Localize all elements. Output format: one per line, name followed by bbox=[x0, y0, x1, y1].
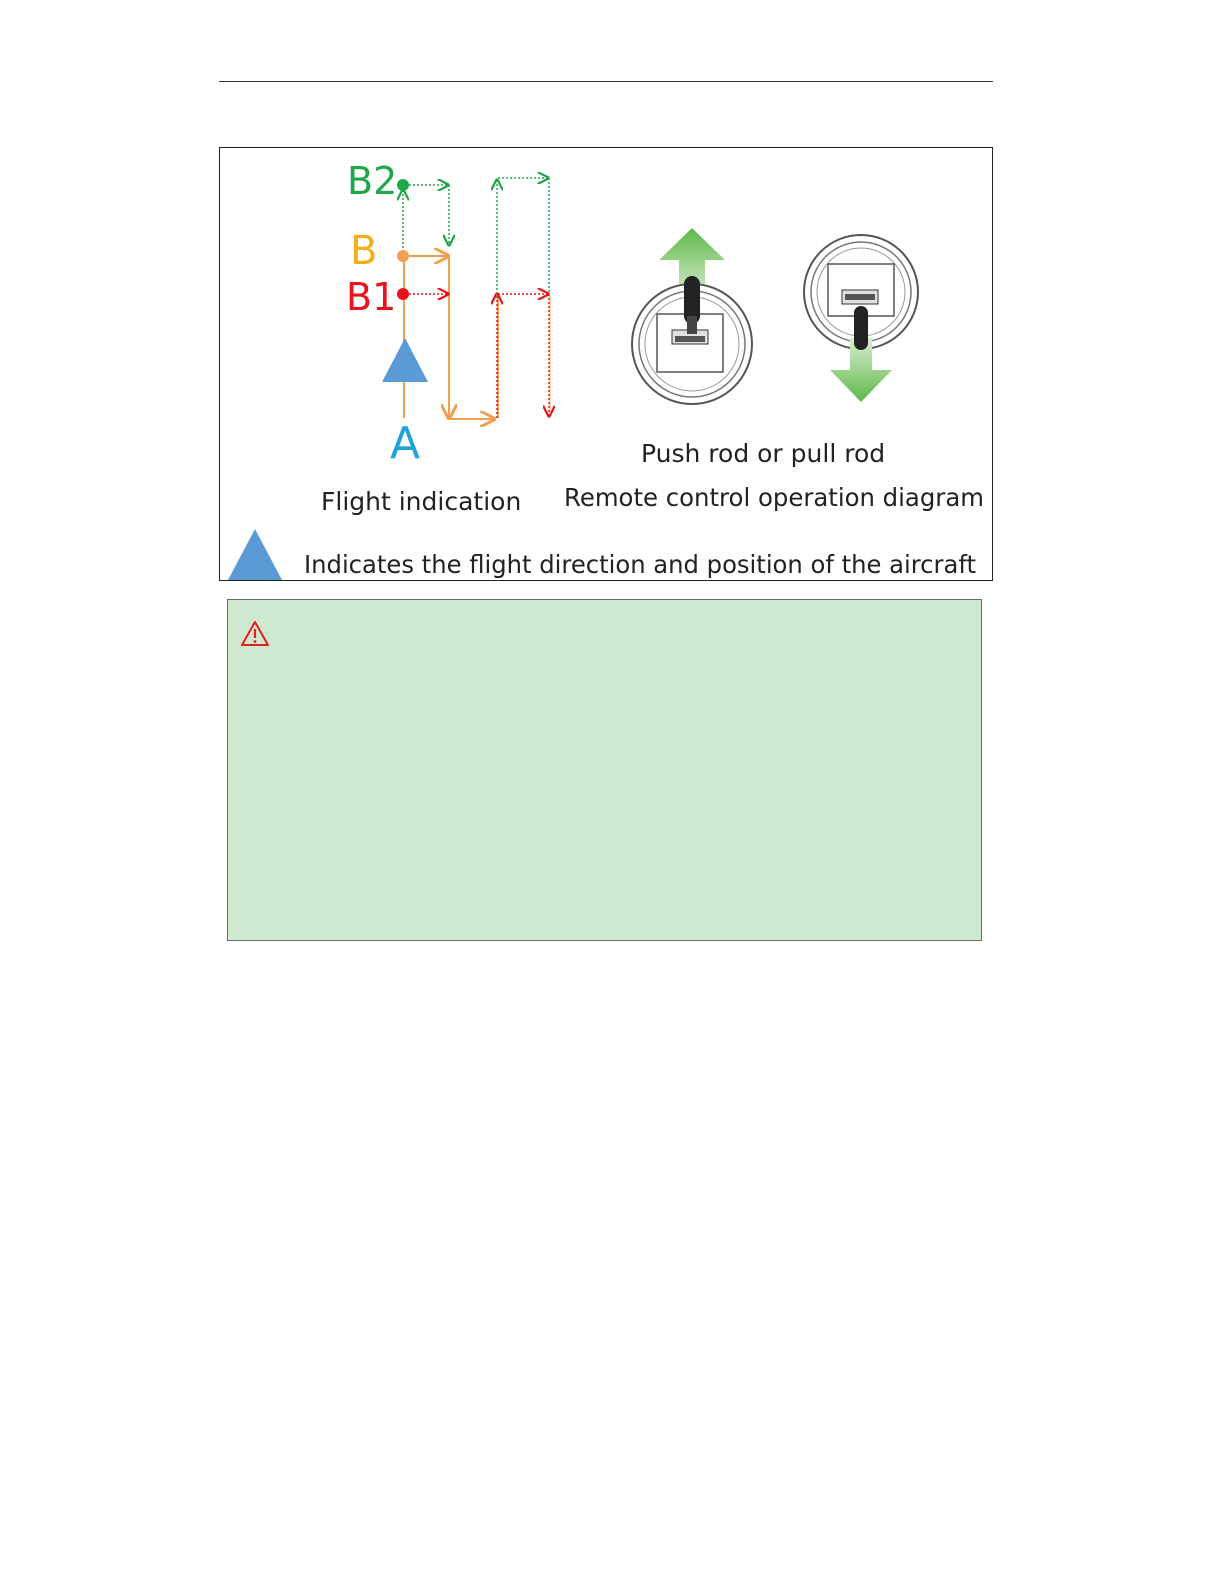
point-b2 bbox=[397, 179, 409, 191]
warning-box bbox=[227, 599, 982, 941]
aircraft-triangle-icon bbox=[382, 338, 428, 382]
legend-triangle-icon bbox=[228, 529, 282, 580]
label-b2: B2 bbox=[347, 159, 398, 203]
label-b1: B1 bbox=[346, 275, 397, 319]
flight-caption: Flight indication bbox=[321, 487, 522, 516]
point-b bbox=[397, 250, 409, 262]
rc-caption-line1: Push rod or pull rod bbox=[641, 439, 886, 468]
warning-triangle-icon bbox=[240, 620, 270, 648]
stick-push-icon bbox=[632, 228, 752, 404]
label-a: A bbox=[390, 418, 421, 469]
legend-text: Indicates the flight direction and position of the aircraft bbox=[304, 550, 977, 579]
point-b1 bbox=[397, 288, 409, 300]
header-rule bbox=[219, 81, 993, 82]
label-b: B bbox=[350, 228, 378, 274]
flight-figure bbox=[219, 147, 993, 581]
flight-diagram bbox=[220, 148, 994, 582]
rc-caption-line2: Remote control operation diagram bbox=[564, 483, 984, 512]
stick-pull-icon bbox=[804, 235, 918, 402]
